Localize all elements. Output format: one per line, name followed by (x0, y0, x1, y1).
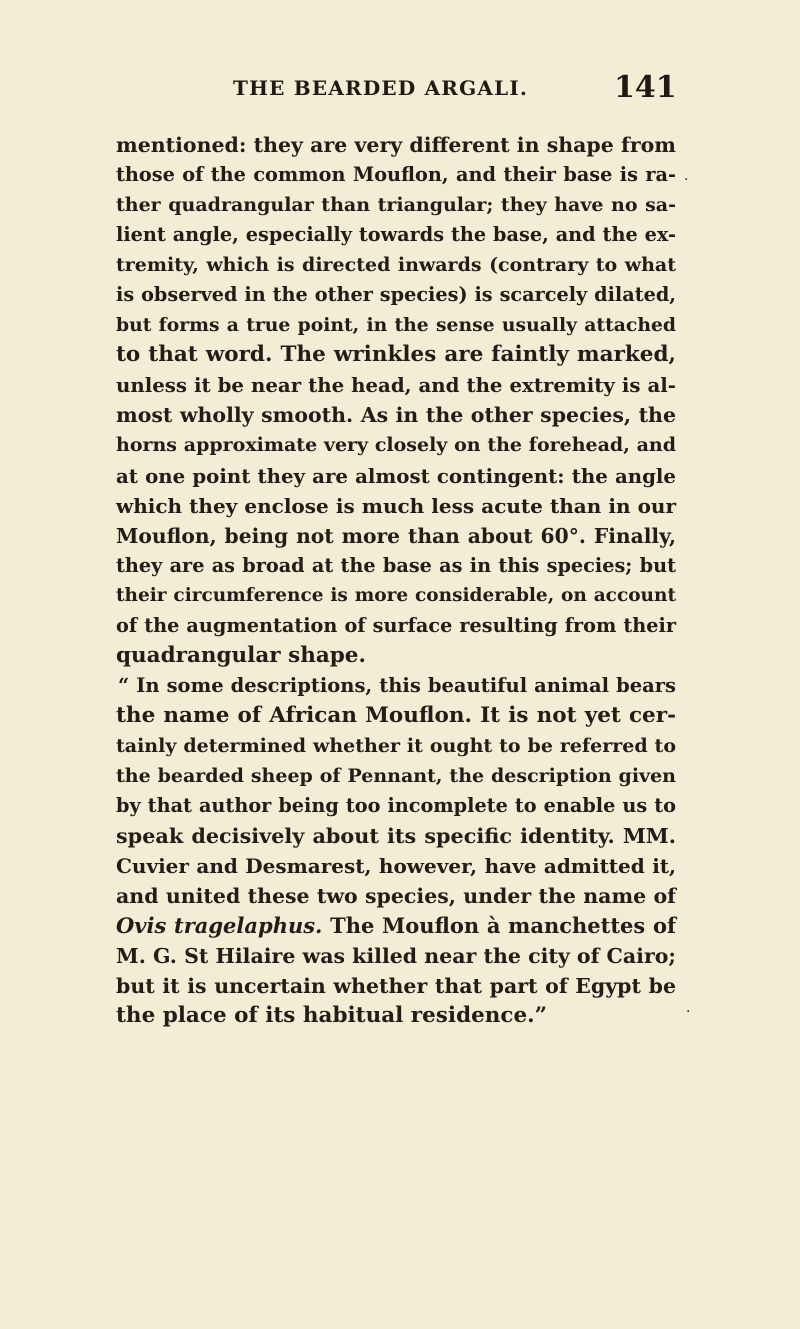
text-line: to that word. The wrinkles are faintly marked, (116, 342, 676, 368)
text-line: speak decisively about its specific identity. MM. (116, 824, 676, 849)
margin-speck: · (686, 1004, 691, 1020)
running-head (0, 66, 800, 106)
text-line: those of the common Mouflon, and their base is ra- (116, 163, 676, 187)
species-name: Ovis tragelaphus. (116, 913, 323, 939)
text-line: Mouflon, being not more than about 60°. Finally, (116, 523, 676, 548)
text-line: they are as broad at the base as in this species; but (116, 553, 676, 577)
text-line: is observed in the other species) is scarcely dilated, (116, 283, 676, 307)
paragraph-end-line: the place of its habitual residence.” (116, 1003, 548, 1029)
text-line: by that author being too incomplete to enable us to (116, 794, 676, 818)
running-title: THE BEARDED ARGALI. (233, 76, 529, 100)
text-line: mentioned: they are very different in shape from (116, 133, 676, 157)
text-line: M. G. St Hilaire was killed near the city of Cairo; (116, 944, 676, 969)
text-line: horns approximate very closely on the forehead, and (116, 434, 676, 457)
margin-speck: · (684, 172, 689, 188)
paragraph-end-line: quadrangular shape. (116, 642, 366, 668)
text-line: ther quadrangular than triangular; they have no sa- (116, 194, 676, 217)
text-line: the name of African Mouflon. It is not yet cer- (116, 702, 676, 728)
text-line: Cuvier and Desmarest, however, have admitted it, (116, 854, 676, 879)
quote-start-line: “ In some descriptions, this beautiful animal bears (118, 673, 676, 697)
body-text (116, 130, 676, 1031)
text-line: most wholly smooth. As in the other species, the (116, 403, 676, 428)
text-line: and united these two species, under the name of (116, 884, 676, 909)
text-line: of the augmentation of surface resulting from their (116, 613, 676, 637)
text-line: their circumference is more considerable, on account (116, 584, 676, 606)
italic-species-line (116, 911, 676, 941)
text-line: which they enclose is much less acute than in our (116, 493, 676, 518)
text-line: lient angle, especially towards the base, and the ex- (116, 223, 676, 247)
text-line: the bearded sheep of Pennant, the description given (116, 764, 676, 787)
italic-line-rest: The Mouflon à manchettes of (322, 913, 676, 939)
text-line: but it is uncertain whether that part of Egypt be (116, 974, 676, 999)
text-line: unless it be near the head, and the extremity is al- (116, 373, 676, 398)
text-line: at one point they are almost contingent: the angle (116, 463, 676, 488)
text-line: but forms a true point, in the sense usually attached (116, 314, 676, 337)
text-line: tremity, which is directed inwards (contrary to what (116, 254, 676, 277)
page-number: 141 (614, 70, 677, 105)
text-line: tainly determined whether it ought to be referred to (116, 734, 676, 757)
